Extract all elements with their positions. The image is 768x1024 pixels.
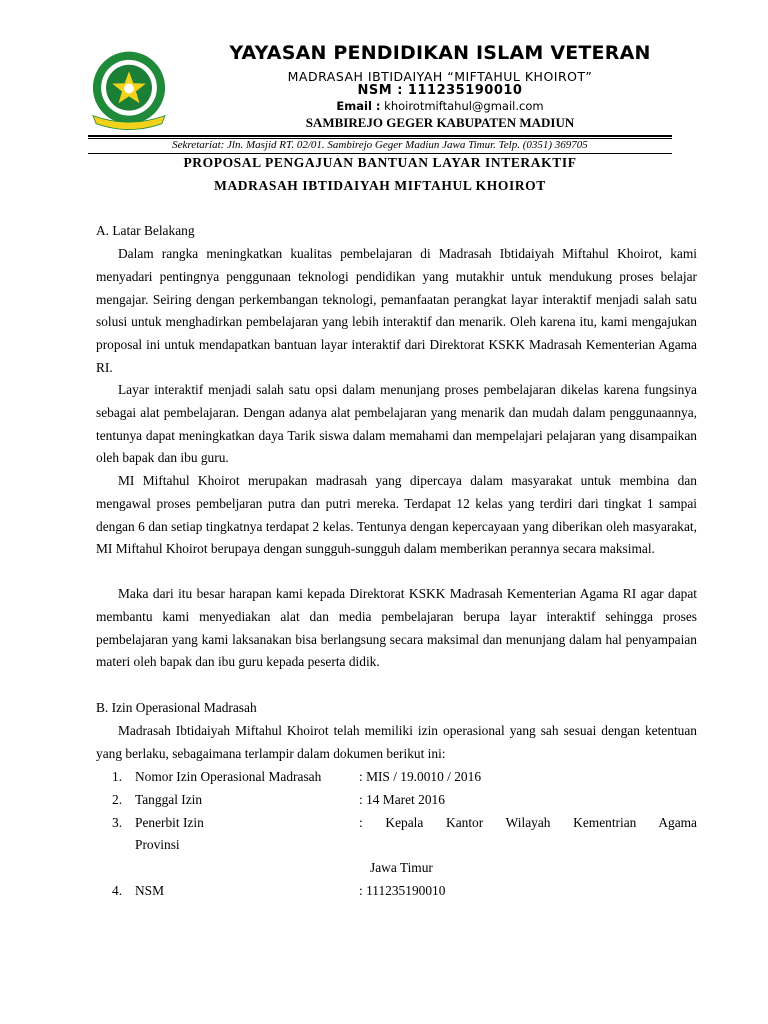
school-logo: [88, 50, 170, 132]
list-item-number: 3.: [112, 815, 123, 830]
section-a-paragraph-4: Maka dari itu besar harapan kami kepada Direktorat KSKK Madrasah Kementerian Agama RI agar dapat membantu kami menyediakan alat dan media pembelajaran berupa layar interaktif sehingga proses pembelajaran yang kami laksanakan bisa berlangsung secara maksimal dan menunjang dalam hal penyampaian materi oleh bapak dan ibu guru kepada peserta didik.: [96, 586, 697, 670]
list-item-number: 2.: [112, 792, 123, 807]
list-item-label: Penerbit Izin: [135, 815, 204, 830]
logo-star-center: [124, 84, 134, 94]
section-a-paragraph-2: Layar interaktif menjadi salah satu opsi dalam menunjang proses pembelajaran dikelas karena fungsinya sebagai alat pembelajaran. Dengan adanya alat pembelajaran yang menarik dan mudah dalam penggunaannya, tentunya dapat meningkatkan daya Tarik siswa dalam memahami dan mempelajari pelajaran yang disampaikan oleh bapak dan ibu guru.: [96, 382, 697, 466]
letterhead-rule-thick: [88, 135, 672, 137]
list-item-label: Nomor Izin Operasional Madrasah: [135, 769, 322, 784]
list-item-label-continuation: Provinsi: [135, 837, 180, 852]
section-a-paragraph-3: MI Miftahul Khoirot merupakan madrasah yang dipercaya dalam masyarakat untuk membina dan mengawal proses pembeljaran putra dan putri mereka. Terdapat 12 kelas yang terdiri dari tingkat 1 sampai dengan 6 dan setiap tingkatnya terdapat 2 kelas. Tentunya dengan kepercayaan yang diberikan oleh masyarakat, MI Miftahul Khoirot berupaya dengan sungguh-sungguh dalam memberikan perannya secara maksimal.: [96, 473, 697, 557]
list-item-value: : MIS / 19.0010 / 2016: [359, 769, 482, 784]
school-email-line: [170, 99, 710, 113]
school-name: MADRASAH IBTIDAIYAH “MIFTAHUL KHOIROT”: [287, 69, 593, 84]
section-b-intro: Madrasah Ibtidaiyah Miftahul Khoirot telah memiliki izin operasional yang sah sesuai dengan ketentuan yang berlaku, sebagaimana terlampir dalam dokumen berikut ini:: [96, 723, 697, 761]
section-b-heading: B. Izin Operasional Madrasah: [96, 700, 257, 715]
list-item-value: : 14 Maret 2016: [359, 792, 445, 807]
proposal-title: PROPOSAL PENGAJUAN BANTUAN LAYAR INTERAKTIF: [183, 155, 577, 170]
list-item-value-continuation: Jawa Timur: [370, 860, 433, 875]
list-item-label: NSM: [135, 883, 165, 898]
list-item-label: Tanggal Izin: [135, 792, 203, 807]
letterhead-rule-bottom: [88, 153, 672, 154]
section-a-heading: A. Latar Belakang: [96, 223, 195, 238]
list-item-value: : 111235190010: [359, 883, 446, 898]
foundation-name: YAYASAN PENDIDIKAN ISLAM VETERAN: [229, 42, 651, 64]
secretariat-address: Sekretariat: Jln. Masjid RT. 02/01. Sambirejo Geger Madiun Jawa Timur. Telp. (0351) 369705: [172, 139, 588, 151]
section-a-paragraph-1: Dalam rangka meningkatkan kualitas pembelajaran di Madrasah Ibtidaiyah Miftahul Khoirot, kami menyadari pentingnya penggunaan teknologi pendidikan yang mutakhir untuk mendukung proses belajar mengajar. Seiring dengan perkembangan teknologi, pemanfaatan perangkat layar interaktif menjadi salah satu solusi untuk menghadirkan pembelajaran yang lebih interaktif dan menarik. Oleh karena itu, kami mengajukan proposal ini untuk mendapatkan bantuan layar interaktif dari Direktorat KSKK Madrasah Kementerian Agama RI.: [96, 246, 697, 375]
email-address: khoirotmiftahul@gmail.com: [384, 99, 544, 113]
school-nsm: NSM : 111235190010: [357, 83, 523, 98]
list-item-value: : Kepala Kantor Wilayah Kementrian Agama: [359, 815, 697, 830]
proposal-subtitle: MADRASAH IBTIDAIYAH MIFTAHUL KHOIROT: [214, 178, 546, 193]
school-location: SAMBIREJO GEGER KABUPATEN MADIUN: [305, 115, 575, 130]
list-item-number: 1.: [112, 769, 123, 784]
email-label: Email :: [336, 99, 381, 113]
list-item-number: 4.: [112, 883, 123, 898]
